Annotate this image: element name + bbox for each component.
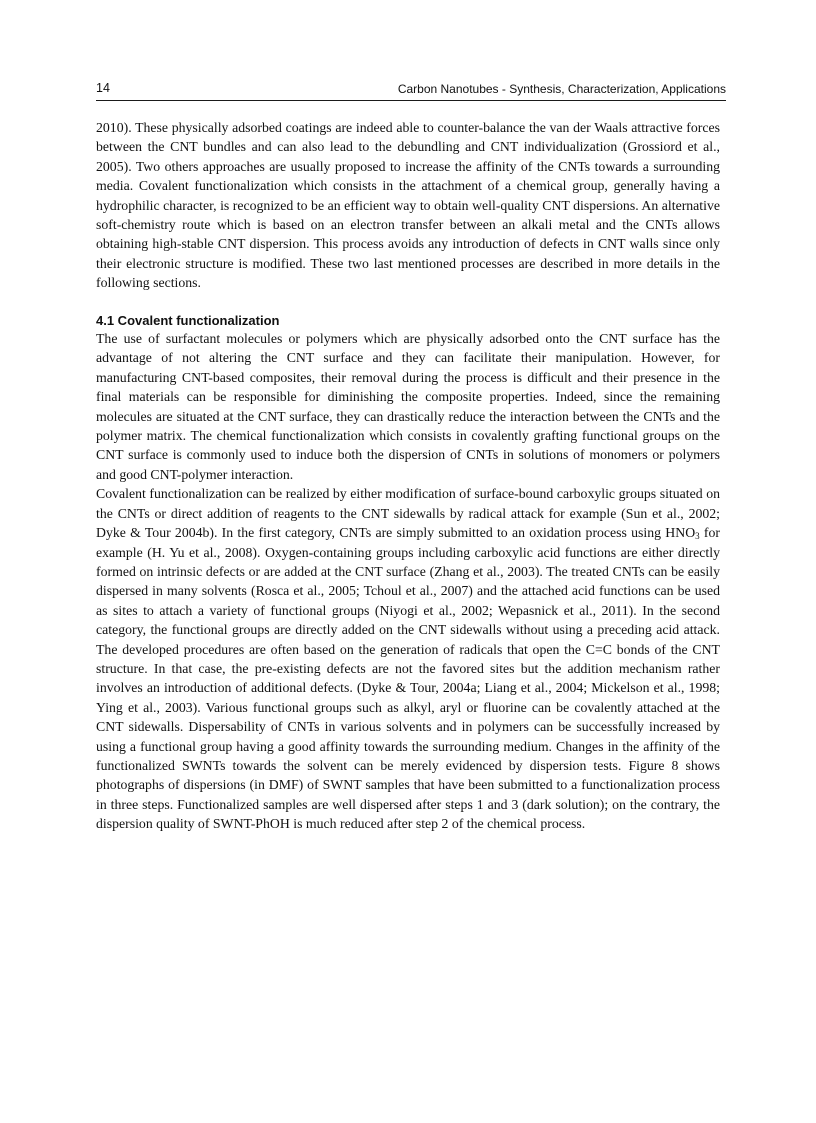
section-heading: 4.1 Covalent functionalization — [96, 313, 280, 329]
page-header — [96, 80, 726, 101]
intro-paragraph: 2010). These physically adsorbed coatings are indeed able to counter-balance the van der Waals attractive forces between the CNT bundles and can also lead to the debundling and CNT individualization (Grossiord et al., 2005). Two others approaches are usually proposed to increase the affinity of the CNTs towards a surrounding media. Covalent functionalization which consists in the attachment of a chemical group, generally having a hydrophilic character, is recognized to be an efficient way to obtain well-quality CNT dispersions. An alternative soft-chemistry route which is based on an electron transfer between an alkali metal and the CNTs allows obtaining high-stable CNT dispersion. This process avoids any introduction of defects in CNT walls since only their electronic structure is modified. These two last mentioned processes are described in more details in the following sections. — [96, 120, 720, 291]
page-number: 14 — [96, 81, 110, 95]
section-paragraph-1: The use of surfactant molecules or polymers which are physically adsorbed onto the CNT surface has the advantage of not altering the CNT surface and they can facilitate their manipulation. However, for manufacturing CNT-based composites, their removal during the process is difficult and their presence in the final materials can be responsible for diminishing the composite properties. Indeed, since the remaining molecules are situated at the CNT surface, they can drastically reduce the interaction between the CNTs and the polymer matrix. The chemical functionalization which consists in covalently grafting functional groups on the CNT surface is commonly used to induce both the dispersion of CNTs in solutions of monomers or polymers and good CNT-polymer interaction. — [96, 331, 720, 482]
body-text — [96, 118, 720, 834]
running-title: Carbon Nanotubes - Synthesis, Characterization, Applications — [397, 82, 726, 96]
section-paragraph-2-part2: for example (H. Yu et al., 2008). Oxygen-containing groups including carboxylic acid functions are either directly formed on intrinsic defects or are added at the CNT surface (Zhang et al., 2003). The treated CNTs can be easily dispersed in many solvents (Rosca et al., 2005; Tchoul et al., 2007) and the attached acid functions can be used as sites to attach a variety of functional groups (Niyogi et al., 2002; Wepasnick et al., 2011). In the second category, the functional groups are directly added on the CNT sidewalls without using a preceding acid attack. The developed procedures are often based on the generation of radicals that open the C=C bonds of the CNT structure. In that case, the pre-existing defects are not the favored sites but the addition mechanism rather involves an introduction of additional defects. (Dyke & Tour, 2004a; Liang et al., 2004; Mickelson et al., 1998; Ying et al., 2003). Various functional groups such as alkyl, aryl or fluorine can be covalently attached at the CNT sidewalls. Dispersability of CNTs in various solvents and in polymers can be successfully increased by using a functional group having a good affinity towards the surrounding medium. Changes in the affinity of the functionalized SWNTs towards the solvent can be merely evidenced by dispersion tests. Figure 8 shows photographs of dispersions (in DMF) of SWNT samples that have been submitted to a functionalization process in three steps. Functionalized samples are well dispersed after steps 1 and 3 (dark solution); on the contrary, the dispersion quality of SWNT-PhOH is much reduced after step 2 of the chemical process. — [96, 525, 720, 832]
hno3-subscript: 3 — [695, 531, 700, 542]
section-paragraph-2-part1: Covalent functionalization can be realized by either modification of surface-bound carboxylic groups situated on the CNTs or direct addition of reagents to the CNT sidewalls by radical attack for example (Sun et al., 2002; Dyke & Tour 2004b). In the first category, CNTs are simply submitted to an oxidation process using HNO — [96, 486, 720, 541]
section-paragraph-2 — [96, 484, 720, 833]
